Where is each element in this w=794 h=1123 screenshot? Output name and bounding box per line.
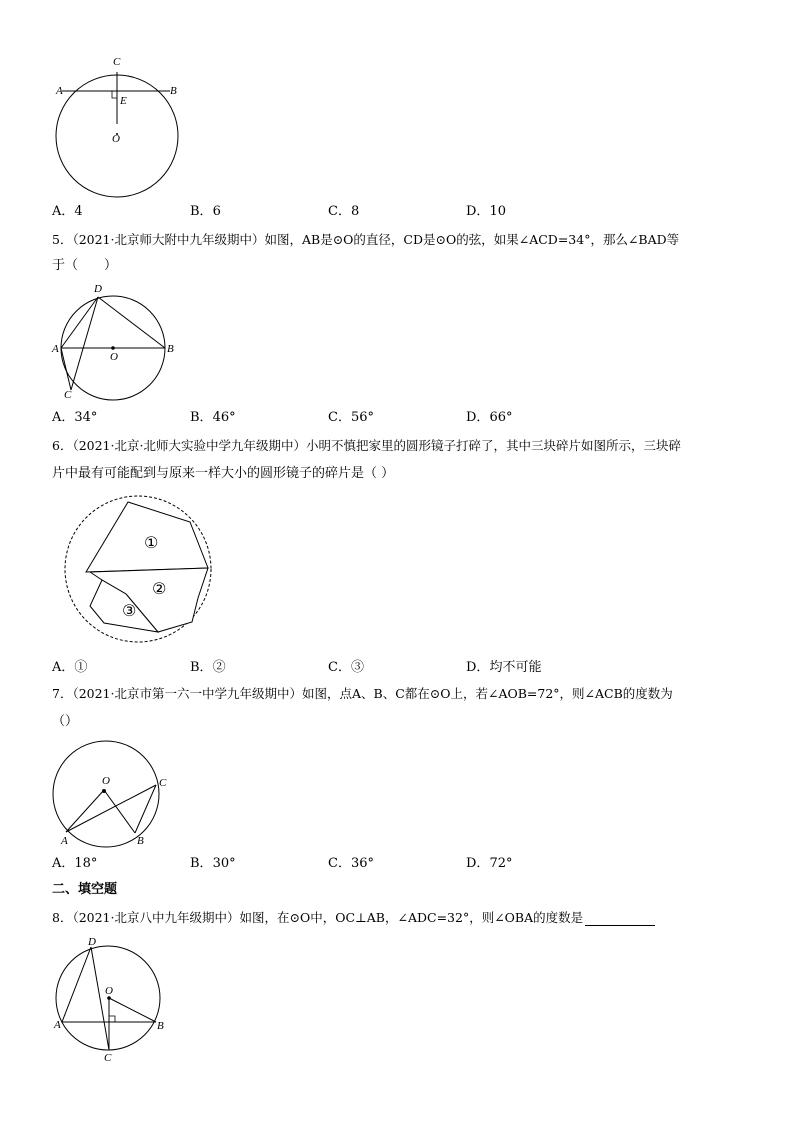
q4-label-b: B [170, 85, 177, 97]
q4-label-o: O [112, 133, 120, 145]
q6-label-piece2: ② [152, 579, 167, 598]
q7-option-d: D．72° [466, 856, 513, 871]
q8-label-c: C [104, 1052, 112, 1064]
q4-label-e: E [120, 95, 127, 107]
q4-label-c: C [113, 56, 121, 68]
q7-label-o: O [102, 775, 110, 787]
q8-label-o: O [105, 985, 113, 997]
q7-figure [48, 740, 183, 852]
q6-option-b: B．② [190, 660, 226, 675]
q7-stem-line1: 7．（2021·北京市第一六一中学九年级期中）如图，点A、B、C都在⊙O上，若∠AOB=72°，则∠ACB的度数为 [52, 686, 673, 701]
q7-label-b: B [137, 835, 144, 847]
q8-stem: 8．（2021·北京八中九年级期中）如图，在⊙O中，OC⊥AB，∠ADC=32°，则∠OBA的度数是 [52, 910, 655, 926]
q7-stem-line2: （） [52, 714, 79, 729]
q5-label-b: B [167, 343, 174, 355]
q6-figure [62, 492, 217, 647]
q6-stem-line2: 片中最有可能配到与原来一样大小的圆形镜子的碎片是（ ） [52, 466, 395, 481]
q5-label-c: C [64, 389, 72, 401]
q7-option-c: C．36° [328, 856, 374, 871]
q5-figure [50, 280, 185, 400]
q5-option-a: A．34° [52, 410, 98, 425]
q5-label-a: A [52, 343, 59, 355]
q6-label-piece1: ① [144, 533, 159, 552]
q5-label-d: D [94, 283, 102, 295]
q7-label-a: A [61, 835, 68, 847]
q4-option-b: B．6 [190, 204, 221, 219]
q5-option-d: D．66° [466, 410, 513, 425]
q8-label-d: D [88, 936, 96, 948]
q4-option-d: D．10 [466, 204, 506, 219]
q5-label-o: O [110, 351, 118, 363]
q7-option-a: A．18° [52, 856, 98, 871]
q6-label-piece3: ③ [122, 601, 137, 620]
q4-option-c: C．8 [328, 204, 360, 219]
q5-option-c: C．56° [328, 410, 374, 425]
q8-label-b: B [157, 1020, 164, 1032]
section-title-fill-in: 二、填空题 [52, 882, 118, 897]
q6-option-c: C．③ [328, 660, 364, 675]
q6-stem-line1: 6．（2021·北京·北师大实验中学九年级期中）小明不慎把家里的圆形镜子打碎了，其中三块碎片如图所示，三块碎 [52, 438, 681, 453]
q5-option-b: B．46° [190, 410, 236, 425]
q8-answer-blank[interactable] [585, 913, 655, 926]
q4-label-a: A [56, 85, 63, 97]
q5-stem-line1: 5．（2021·北京师大附中九年级期中）如图，AB是⊙O的直径，CD是⊙O的弦，如果∠ACD=34°，那么∠BAD等 [52, 232, 680, 247]
q6-option-d: D．均不可能 [466, 660, 542, 675]
q7-label-c: C [159, 777, 167, 789]
q5-stem-line2: 于（ ） [52, 258, 118, 273]
q4-figure [50, 52, 185, 192]
q6-option-a: A．① [52, 660, 88, 675]
q4-option-a: A．4 [52, 204, 83, 219]
q8-figure [52, 932, 177, 1064]
q7-option-b: B．30° [190, 856, 236, 871]
q8-label-a: A [54, 1019, 61, 1031]
